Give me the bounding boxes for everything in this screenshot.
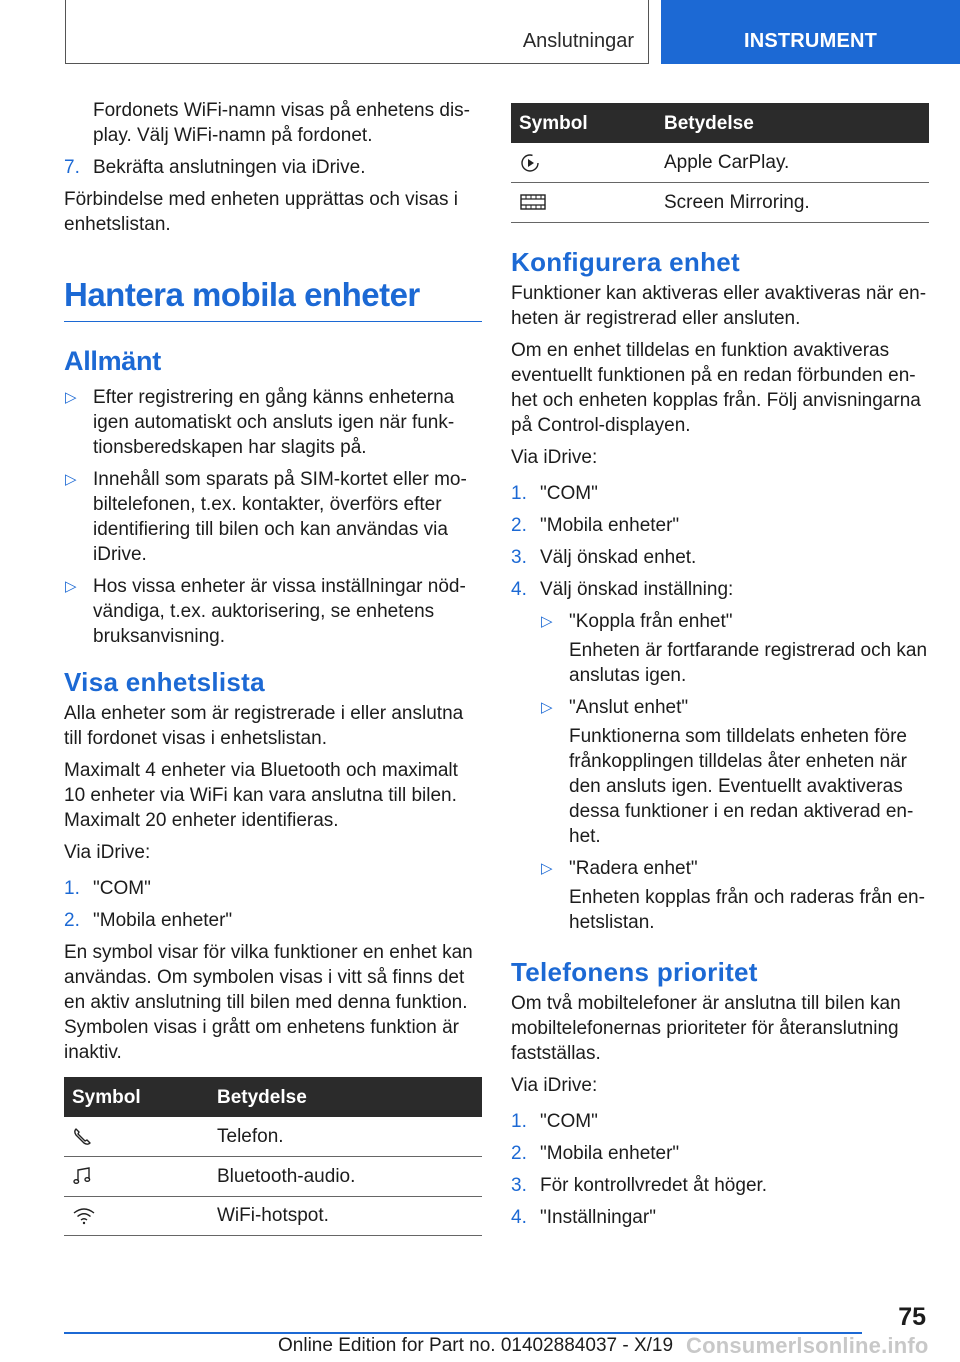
step-number: 1. — [64, 878, 80, 899]
subsection-heading-device-list: Visa enhetslista — [64, 667, 265, 697]
step-number: 2. — [511, 1142, 527, 1164]
triangle-bullet-icon: ▷ — [541, 859, 553, 877]
left-column — [64, 98, 482, 1236]
symbol-table — [64, 1077, 482, 1236]
wifi-icon — [64, 1196, 209, 1236]
step-item — [511, 1173, 929, 1198]
option-label: "Radera enhet" — [569, 857, 698, 879]
bullet-item — [64, 574, 482, 649]
via-idrive-label: Via iDrive: — [511, 1074, 598, 1096]
paragraph: Om en enhet tilldelas en funktion avaktiveras eventuellt funktionen på en redan förbunden enhet och enheten kopplas från. Följ anvisningarna på Control-displayen. — [511, 339, 921, 436]
via-idrive-label: Via iDrive: — [511, 446, 598, 468]
bullet-text: Innehåll som sparats på SIM-kortet eller mobiltelefonen, t.ex. kontakter, överförs efter identifiering till bilen och kan användas via iDrive. — [93, 469, 467, 565]
step-text: För kontrollvredet åt höger. — [540, 1174, 768, 1196]
step-item — [511, 545, 929, 570]
step-number: 1. — [511, 482, 527, 504]
table-header-meaning: Betydelse — [209, 1077, 482, 1117]
step-text: "COM" — [540, 482, 598, 504]
step-item — [511, 481, 929, 506]
triangle-bullet-icon: ▷ — [65, 389, 77, 406]
option-item — [540, 609, 929, 634]
table-cell-meaning: Apple CarPlay. — [656, 143, 929, 183]
option-item — [540, 856, 929, 881]
table-cell-meaning: WiFi-hotspot. — [209, 1196, 482, 1236]
step-text: "Inställningar" — [540, 1206, 656, 1228]
table-header-row — [511, 103, 929, 143]
paragraph: Maximalt 4 enheter via Bluetooth och maximalt 10 enheter via WiFi kan vara anslutna till bilen. Maximalt 20 enheter identifieras. — [64, 760, 458, 831]
bullet-text: Efter registrering en gång känns enheterna igen automatiskt och ansluts igen när funktionsberedskapen har slagits på. — [93, 387, 455, 458]
section-heading: Hantera mobila enheter — [64, 275, 482, 322]
step-text: "COM" — [540, 1110, 598, 1132]
triangle-bullet-icon: ▷ — [541, 612, 553, 630]
footer-edition: Online Edition for Part no. 01402884037 - X/19 — [278, 1335, 674, 1356]
step-number: 4. — [511, 1206, 527, 1228]
option-label: "Koppla från enhet" — [569, 610, 733, 632]
subsection-heading-general: Allmänt — [64, 346, 161, 376]
paragraph: Alla enheter som är registrerade i eller anslutna till fordonet visas i enhetslistan. — [64, 703, 464, 749]
table-row — [64, 1117, 482, 1157]
screen-mirroring-icon — [511, 183, 656, 223]
step-number: 7. — [64, 157, 80, 178]
subsection-heading-priority: Telefonens prioritet — [511, 956, 758, 987]
step-text: "Mobila enheter" — [93, 910, 233, 931]
step-item — [64, 155, 482, 180]
triangle-bullet-icon: ▷ — [65, 471, 77, 488]
bullet-text: Hos vissa enheter är vissa inställningar nödvändiga, t.ex. auktorisering, se enhetens bruksanvisning. — [93, 576, 466, 647]
step-text: Välj önskad enhet. — [540, 546, 697, 568]
via-idrive-label: Via iDrive: — [64, 842, 151, 863]
step-item — [511, 513, 929, 538]
step-text: Välj önskad inställning: — [540, 578, 734, 600]
right-column — [511, 103, 929, 1237]
step-item — [511, 1205, 929, 1230]
bullet-item — [64, 385, 482, 460]
step-number: 2. — [511, 514, 527, 536]
step-item — [511, 1141, 929, 1166]
table-cell-meaning: Bluetooth-audio. — [209, 1157, 482, 1197]
option-label: "Anslut enhet" — [569, 696, 689, 718]
carplay-icon — [511, 143, 656, 183]
step-number: 3. — [511, 1174, 527, 1196]
table-header-symbol: Symbol — [64, 1077, 209, 1117]
bullet-item — [64, 467, 482, 567]
page-number: 75 — [898, 1303, 926, 1331]
step-text: "Mobila enheter" — [540, 1142, 680, 1164]
header-section-box — [65, 0, 649, 64]
table-row — [64, 1157, 482, 1197]
paragraph: Funktioner kan aktiveras eller avaktiveras när enheten är registrerad eller ansluten. — [511, 282, 927, 329]
table-row — [511, 143, 929, 183]
phone-icon — [64, 1117, 209, 1157]
intro-continuation: Fordonets WiFi-namn visas på enhetens display. Välj WiFi-namn på fordonet. — [93, 100, 470, 146]
music-note-icon — [64, 1157, 209, 1197]
step-number: 1. — [511, 1110, 527, 1132]
header-section-title: Anslutningar — [522, 30, 634, 52]
table-cell-meaning: Screen Mirroring. — [656, 183, 929, 223]
table-row — [64, 1196, 482, 1236]
paragraph: En symbol visar för vilka funktioner en enhet kan användas. Om symbolen visas i vitt så finns det en aktiv anslutning till bilen med denna funktion. Symbolen visas i grått om enhetens funktion är inaktiv. — [64, 942, 473, 1063]
paragraph: Förbindelse med enheten upprättas och visas i enhetslistan. — [64, 189, 458, 235]
triangle-bullet-icon: ▷ — [541, 698, 553, 716]
option-list — [540, 609, 929, 935]
step-item — [511, 1109, 929, 1134]
chapter-tab-label: INSTRUMENT — [743, 30, 878, 52]
option-description: Enheten är fortfarande registrerad och kan anslutas igen. — [569, 639, 928, 686]
step-number: 3. — [511, 546, 527, 568]
table-header-meaning: Betydelse — [656, 103, 929, 143]
step-item — [64, 908, 482, 933]
table-row — [511, 183, 929, 223]
step-number: 4. — [511, 578, 527, 600]
step-item — [64, 876, 482, 901]
step-text: "COM" — [93, 878, 151, 899]
step-text: Bekräfta anslutningen via iDrive. — [93, 157, 366, 178]
subsection-heading-configure: Konfigurera enhet — [511, 246, 741, 277]
table-header-symbol: Symbol — [511, 103, 656, 143]
chapter-tab[interactable] — [661, 0, 960, 64]
step-number: 2. — [64, 910, 80, 931]
step-item — [511, 577, 929, 602]
option-description: Funktionerna som tilldelats enheten före frånkopplingen tilldelas åter enheten när den ansluts igen. Eventuellt avaktiveras dessa funktioner i en redan aktiverad enhet. — [569, 725, 914, 847]
option-item — [540, 695, 929, 720]
step-text: "Mobila enheter" — [540, 514, 680, 536]
watermark: Consumerlsonline.info — [686, 1333, 929, 1358]
table-cell-meaning: Telefon. — [209, 1117, 482, 1157]
option-description: Enheten kopplas från och raderas från enhetslistan. — [569, 886, 925, 933]
symbol-table — [511, 103, 929, 223]
triangle-bullet-icon: ▷ — [65, 578, 77, 595]
table-header-row — [64, 1077, 482, 1117]
paragraph: Om två mobiltelefoner är anslutna till bilen kan mobiltelefonernas prioriteter för återanslutning fastställas. — [511, 992, 901, 1064]
